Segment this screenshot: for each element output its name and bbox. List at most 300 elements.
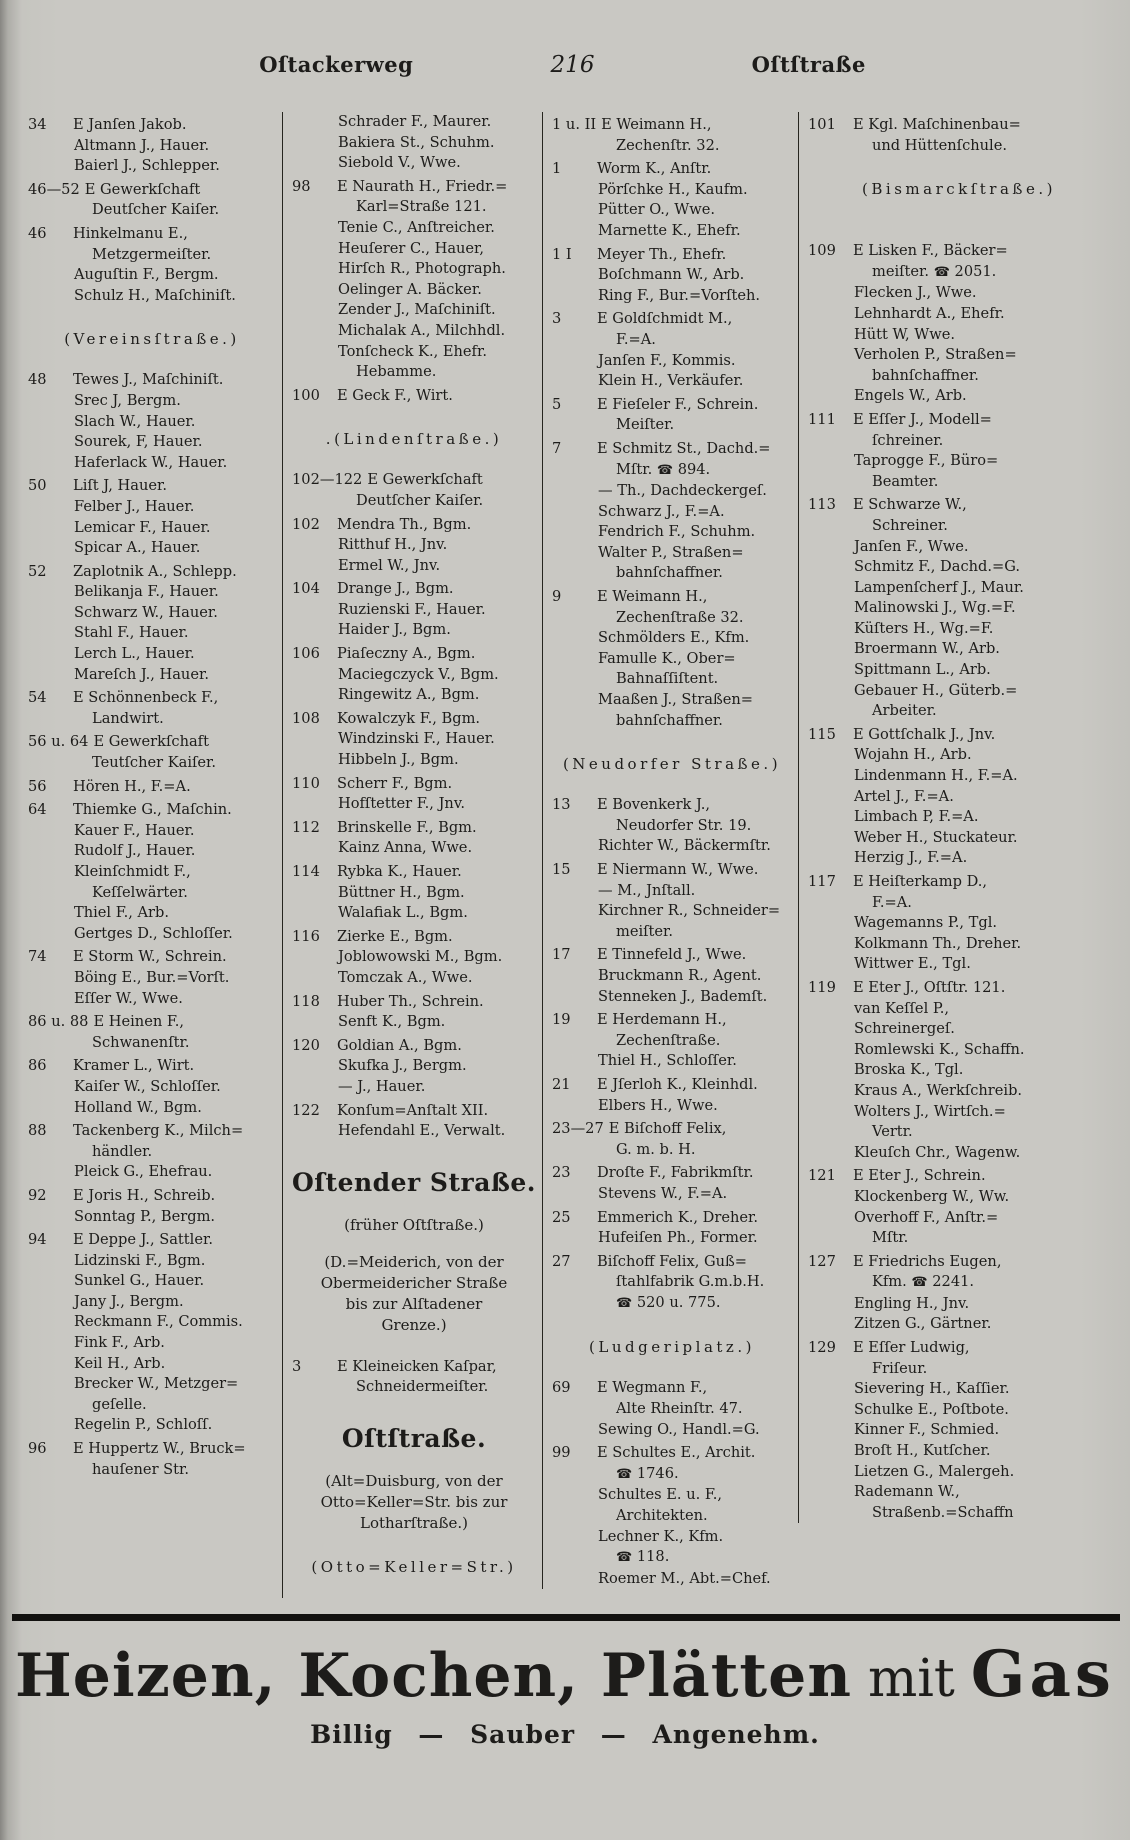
entry-number: 74 — [28, 948, 47, 966]
directory-column — [798, 112, 1116, 1523]
directory-line: Zechenſtraße. — [616, 1031, 721, 1049]
directory-line: Altmann J., Hauer. — [74, 136, 210, 154]
entry-number: 86 — [28, 1057, 47, 1075]
directory-line: Thiel H., Schloſſer. — [598, 1052, 737, 1070]
directory-entry-line: 46 Hinkelmanu E., — [28, 224, 276, 245]
directory-entry-line: 64 Thiemke G., Maſchin. — [28, 800, 276, 821]
entry-number: 19 — [552, 1011, 571, 1029]
directory-entry-line: 118 Huber Th., Schrein. — [292, 992, 536, 1013]
directory-line: Walter P., Straßen= — [598, 543, 744, 561]
ad-main-line — [0, 1637, 1130, 1712]
phone-icon: ☎ — [911, 1275, 928, 1291]
directory-line: Roemer M., Abt.=Chef. — [598, 1569, 771, 1587]
directory-line: Schrader F., Maurer. — [338, 113, 492, 130]
directory-entry-line: 86 Kramer L., Wirt. — [28, 1056, 276, 1077]
directory-line: Kinner F., Schmied. — [854, 1421, 1000, 1439]
directory-line: Hefendahl E., Verwalt. — [338, 1122, 506, 1140]
entry-number: 101 — [808, 116, 836, 133]
directory-line: F.=A. — [872, 893, 912, 911]
directory-line: Landwirt. — [92, 709, 164, 727]
entry-number: 56 — [28, 777, 47, 795]
directory-entry-line: 88 Tackenberg K., Milch= — [28, 1121, 276, 1142]
directory-line: Hofſtetter F., Jnv. — [338, 795, 465, 813]
entry-number: 1 — [552, 160, 562, 178]
directory-line: Ring F., Bur.=Vorſteh. — [598, 286, 761, 304]
directory-line: Keſſelwärter. — [92, 883, 188, 901]
entry-number: 122 — [292, 1101, 320, 1119]
directory-line: Malinowski J., Wg.=F. — [854, 599, 1016, 617]
directory-line: Schultes E. u. F., — [598, 1486, 723, 1504]
directory-line: Karl=Straße 121. — [356, 198, 487, 216]
directory-entry-line: 117 E Heiſterkamp D., — [808, 872, 1110, 893]
gas-advertisement — [0, 1637, 1130, 1749]
header-left-street: Oſtackerweg — [259, 52, 414, 77]
directory-line: Windzinski F., Hauer. — [338, 730, 495, 748]
directory-line: Joblowowski M., Bgm. — [338, 948, 503, 966]
directory-line: und Hüttenſchule. — [872, 136, 1007, 154]
directory-line: Bahnaſſiſtent. — [616, 670, 719, 688]
directory-entry-line: 115 E Gottſchalk J., Jnv. — [808, 725, 1110, 746]
directory-line: Maaßen J., Straßen= — [598, 691, 753, 709]
spacer — [292, 1336, 536, 1354]
directory-line: Zechenſtr. 32. — [616, 136, 720, 154]
directory-line: Marnette K., Ehefr. — [598, 221, 741, 239]
directory-entry-line: 109 E Lisken F., Bäcker= — [808, 241, 1110, 262]
directory-line: Kfm. ☎ 2241. — [872, 1273, 975, 1291]
directory-line: Kirchner R., Schneider= — [598, 902, 781, 920]
directory-line: Limbach P, F.=A. — [854, 808, 979, 826]
ad-text-gas: Gas — [970, 1636, 1115, 1712]
directory-line: Skufka J., Bergm. — [338, 1057, 467, 1075]
phone-icon: ☎ — [616, 1550, 633, 1566]
entry-number: 5 — [552, 395, 562, 413]
directory-line: Regelin P., Schloſſ. — [74, 1416, 213, 1434]
directory-line: Schulz H., Maſchiniſt. — [74, 286, 236, 304]
entry-number: 110 — [292, 774, 320, 792]
directory-line: Schreiner. — [872, 516, 948, 534]
directory-line: Klockenberg W., Ww. — [854, 1187, 1010, 1205]
street-note: (früher Oſtſtraße.) — [344, 1215, 484, 1234]
directory-line: Lechner K., Kfm. — [598, 1527, 724, 1545]
entry-number: 113 — [808, 496, 836, 514]
directory-line: Sewing O., Handl.=G. — [598, 1420, 760, 1438]
entry-number: 23—27 — [552, 1120, 604, 1138]
directory-line: ☎ 118. — [616, 1548, 670, 1566]
entry-number: 102—122 — [292, 471, 363, 489]
directory-line: bahnſchaffner. — [872, 366, 979, 384]
directory-line: Tenie C., Anſtreicher. — [338, 218, 495, 236]
entry-number: 46—52 — [28, 180, 80, 198]
street-note: Obermeidericher Straße — [320, 1273, 508, 1292]
directory-line: Klein H., Verkäufer. — [598, 372, 744, 390]
directory-line: Engels W., Arb. — [854, 387, 967, 405]
directory-entry-line: 114 Rybka K., Hauer. — [292, 862, 536, 883]
directory-line: Sievering H., Kaſſier. — [854, 1380, 1010, 1398]
directory-line: Friſeur. — [872, 1359, 928, 1377]
ad-text-mit: mit — [867, 1648, 955, 1709]
directory-line: Heuſerer C., Hauer, — [338, 239, 485, 257]
directory-line: Bruckmann R., Agent. — [598, 966, 762, 984]
directory-line: Gebauer H., Güterb.= — [854, 681, 1018, 699]
directory-line: Lerch L., Hauer. — [74, 645, 195, 663]
directory-line: Broermann W., Arb. — [854, 640, 1000, 658]
directory-line: Spicar A., Hauer. — [74, 539, 201, 557]
directory-line: Beamter. — [872, 472, 939, 490]
street-ref: .(Lindenſtraße.) — [325, 430, 503, 449]
directory-entry-line: 50 Liſt J, Hauer. — [28, 476, 276, 497]
entry-number: 15 — [552, 861, 571, 878]
directory-entry-line: 7 E Schmitz St., Dachd.= — [552, 439, 792, 460]
directory-line: Brecker W., Metzger= — [74, 1375, 239, 1393]
directory-entry-line: 1 I Meyer Th., Ehefr. — [552, 245, 792, 266]
directory-line: Sunkel G., Hauer. — [74, 1272, 205, 1290]
directory-entry-line: 104 Drange J., Bgm. — [292, 579, 536, 600]
directory-line: Broska K., Tgl. — [854, 1061, 964, 1079]
directory-entry-line: 99 E Schultes E., Archit. — [552, 1443, 792, 1464]
directory-line: Overhoff F., Anſtr.= — [854, 1208, 999, 1226]
entry-number: 21 — [552, 1075, 571, 1093]
directory-line: Holland W., Bgm. — [74, 1098, 202, 1116]
directory-entry-line: 19 E Herdemann H., — [552, 1010, 792, 1031]
directory-entry-line: 102 Mendra Th., Bgm. — [292, 515, 536, 536]
directory-line: Baierl J., Schlepper. — [74, 157, 220, 175]
header-right-street: Oſtſtraße — [751, 52, 866, 77]
directory-line: Ritthuf H., Jnv. — [338, 536, 448, 554]
directory-line: Hütt W, Wwe. — [854, 325, 955, 343]
directory-line: Lindenmann H., F.=A. — [854, 767, 1018, 785]
street-ref: (Otto=Keller=Str.) — [311, 1557, 517, 1576]
entry-number: 99 — [552, 1444, 571, 1462]
directory-line: Straßenb.=Schaffn — [872, 1503, 1014, 1521]
directory-entry-line: 120 Goldian A., Bgm. — [292, 1036, 536, 1057]
directory-line: Mareſch J., Hauer. — [74, 665, 209, 683]
entry-number: 100 — [292, 386, 320, 404]
directory-line: Romlewski K., Schaffn. — [854, 1040, 1025, 1058]
directory-line: Schneidermeiſter. — [356, 1378, 489, 1396]
directory-line: Hufeiſen Ph., Former. — [598, 1229, 758, 1247]
directory-line: Belikanja F., Hauer. — [74, 583, 219, 601]
directory-line: Lehnhardt A., Ehefr. — [854, 304, 1005, 322]
street-ref: (Bismarckſtraße.) — [862, 180, 1056, 199]
directory-entry-line: 54 E Schönnenbeck F., — [28, 688, 276, 709]
directory-line: Kauer F., Hauer. — [74, 821, 195, 839]
directory-line: Gertges D., Schloſſer. — [74, 924, 233, 942]
directory-line: Schmitz F., Dachd.=G. — [854, 558, 1020, 576]
entry-number: 3 — [292, 1357, 302, 1375]
directory-line: Ringewitz A., Bgm. — [338, 686, 480, 704]
directory-line: Mſtr. — [872, 1229, 909, 1247]
directory-entry-line: 46—52 E Gewerkſchaft — [28, 180, 276, 201]
directory-line: Hebamme. — [356, 363, 437, 381]
entry-number: 27 — [552, 1252, 571, 1270]
directory-line: Wolters J., Wirtſch.= — [854, 1102, 1006, 1120]
entry-number: 114 — [292, 863, 320, 880]
directory-line: Deutſcher Kaiſer. — [356, 491, 484, 509]
street-note: (D.=Meiderich, von der — [324, 1252, 504, 1271]
entry-number: 102 — [292, 515, 320, 533]
directory-line: Richter W., Bäckermſtr. — [598, 837, 771, 855]
directory-line: Reckmann F., Commis. — [74, 1313, 243, 1331]
directory-entry-line: 92 E Joris H., Schreib. — [28, 1186, 276, 1207]
entry-number: 94 — [28, 1231, 47, 1249]
directory-line: Alte Rheinſtr. 47. — [616, 1400, 743, 1418]
entry-number: 56 u. 64 — [28, 733, 89, 751]
directory-entry-line: 25 Emmerich K., Dreher. — [552, 1208, 792, 1229]
directory-line: Lampenſcherf J., Maur. — [854, 578, 1024, 596]
directory-line: Felber J., Hauer. — [74, 497, 195, 515]
directory-entry-line: 34 E Janſen Jakob. — [28, 115, 276, 136]
directory-line: Kraus A., Werkſchreib. — [854, 1081, 1023, 1099]
directory-entry-line: 116 Zierke E., Bgm. — [292, 927, 536, 948]
directory-line: Janſen F., Kommis. — [598, 351, 736, 369]
directory-line: G. m. b. H. — [616, 1140, 696, 1158]
directory-line: ☎ 520 u. 775. — [616, 1293, 721, 1311]
entry-number: 108 — [292, 709, 320, 727]
directory-line: Senft K., Bgm. — [338, 1013, 446, 1031]
directory-line: Sourek, F, Hauer. — [74, 433, 203, 451]
entry-number: 129 — [808, 1339, 836, 1357]
directory-entry-line: 106 Piaſeczny A., Bgm. — [292, 644, 536, 665]
entry-number: 104 — [292, 580, 320, 598]
entry-number: 52 — [28, 562, 47, 580]
directory-entry-line: 113 E Schwarze W., — [808, 495, 1110, 516]
directory-entry-line: 98 E Naurath H., Friedr.= — [292, 177, 536, 198]
directory-line: — J., Hauer. — [338, 1077, 426, 1095]
entry-number: 25 — [552, 1208, 571, 1226]
entry-number: 1 I — [552, 245, 572, 263]
entry-number: 120 — [292, 1036, 320, 1054]
directory-line: bahnſchaffner. — [616, 564, 723, 582]
entry-number: 116 — [292, 927, 320, 945]
header-page-number: 216 — [550, 52, 595, 78]
directory-line: F.=A. — [616, 330, 656, 348]
phone-icon: ☎ — [616, 1466, 633, 1482]
directory-entry-line: 23—27 E Biſchoff Felix, — [552, 1119, 792, 1140]
directory-line: Mſtr. ☎ 894. — [616, 460, 711, 478]
footer-rule — [12, 1614, 1120, 1621]
directory-line: Verholen P., Straßen= — [854, 346, 1017, 364]
directory-line: geſelle. — [92, 1395, 147, 1413]
directory-line: Schmölders E., Kfm. — [598, 629, 750, 647]
directory-entry-line: 102—122 E Gewerkſchaft — [292, 470, 536, 491]
directory-entry-line: 100 E Geck F., Wirt. — [292, 386, 536, 407]
entry-number: 50 — [28, 477, 47, 495]
directory-line: Flecken J., Wwe. — [854, 284, 977, 302]
directory-entry-line: 17 E Tinnefeld J., Wwe. — [552, 945, 792, 966]
directory-line: Zitzen G., Gärtner. — [854, 1315, 992, 1333]
directory-line: Srec J, Bergm. — [74, 391, 181, 409]
directory-line: — M., Jnſtall. — [598, 881, 696, 899]
ad-subline: Billig — Sauber — Angenehm. — [310, 1719, 820, 1749]
directory-line: Schreinergeſ. — [854, 1020, 955, 1038]
directory-line: Herzig J., F.=A. — [854, 849, 968, 867]
entry-number: 109 — [808, 242, 836, 260]
directory-entry-line: 1 u. II E Weimann H., — [552, 115, 792, 136]
directory-line: Sonntag P., Bergm. — [74, 1207, 216, 1225]
directory-entry-line: 101 E Kgl. Maſchinenbau= — [808, 115, 1110, 136]
directory-line: Broſt H., Kutſcher. — [854, 1442, 991, 1460]
entry-number: 1 u. II — [552, 116, 597, 133]
directory-entry-line: 21 E Jſerloh K., Kleinhdl. — [552, 1075, 792, 1096]
directory-line: Teutſcher Kaiſer. — [92, 754, 217, 772]
directory-entry-line: 52 Zaplotnik A., Schlepp. — [28, 562, 276, 583]
directory-line: Vertr. — [872, 1123, 913, 1141]
directory-entry-line: 5 E Fieſeler F., Schrein. — [552, 395, 792, 416]
directory-line: Pleick G., Ehefrau. — [74, 1163, 213, 1181]
directory-line: Auguſtin F., Bergm. — [74, 266, 219, 284]
directory-entry-line: 122 Konſum=Anſtalt XII. — [292, 1101, 536, 1122]
directory-line: Kolkmann Th., Dreher. — [854, 934, 1022, 952]
entry-number: 112 — [292, 818, 320, 836]
directory-line: Engling H., Jnv. — [854, 1294, 970, 1312]
directory-entry-line: 127 E Friedrichs Eugen, — [808, 1252, 1110, 1273]
directory-line: Metzgermeiſter. — [92, 245, 212, 263]
entry-number: 34 — [28, 116, 47, 133]
directory-line: Arbeiter. — [872, 702, 937, 720]
directory-line: Walafiak L., Bgm. — [338, 904, 468, 922]
directory-line: Tomczak A., Wwe. — [338, 968, 473, 986]
directory-entry-line: 129 E Eſſer Ludwig, — [808, 1338, 1110, 1359]
directory-entry-line: 94 E Deppe J., Sattler. — [28, 1230, 276, 1251]
entry-number: 118 — [292, 992, 320, 1010]
entry-number: 17 — [552, 946, 571, 964]
entry-number: 106 — [292, 645, 320, 663]
directory-entry-line: 23 Droſte F., Fabrikmſtr. — [552, 1163, 792, 1184]
directory-line: Schwanenſtr. — [92, 1033, 190, 1051]
street-heading: Oſtſtraße. — [341, 1423, 487, 1453]
directory-entry-line: 56 u. 64 E Gewerkſchaft — [28, 732, 276, 753]
directory-line: Fink F., Arb. — [74, 1334, 165, 1352]
directory-line: Thiel F., Arb. — [74, 904, 170, 922]
directory-line: Bakiera St., Schuhm. — [338, 133, 495, 151]
directory-line: Büttner H., Bgm. — [338, 883, 465, 901]
directory-line: Haider J., Bgm. — [338, 621, 451, 639]
entry-number: 98 — [292, 177, 311, 195]
directory-entry-line: 112 Brinskelle F., Bgm. — [292, 818, 536, 839]
directory-line: Küſters H., Wg.=F. — [854, 619, 994, 637]
directory-line: Stevens W., F.=A. — [598, 1184, 728, 1202]
street-ref: (Neudorfer Straße.) — [562, 755, 782, 774]
directory-entry-line: 108 Kowalczyk F., Bgm. — [292, 709, 536, 730]
directory-line: Keil H., Arb. — [74, 1354, 166, 1372]
directory-line: Lietzen G., Malergeh. — [854, 1462, 1015, 1480]
directory-line: ☎ 1746. — [616, 1464, 679, 1482]
spacer — [808, 220, 1110, 238]
entry-number: 127 — [808, 1252, 836, 1270]
directory-line: händler. — [92, 1142, 153, 1160]
directory-line: — Th., Dachdeckergeſ. — [598, 482, 767, 500]
directory-line: Famulle K., Ober= — [598, 649, 736, 667]
directory-line: Artel J., F.=A. — [854, 787, 954, 805]
directory-line: Spittmann L., Arb. — [854, 661, 991, 679]
directory-line: Taprogge F., Büro= — [854, 452, 999, 470]
directory-entry-line: 3 E Kleineicken Kaſpar, — [292, 1357, 536, 1378]
entry-number: 3 — [552, 310, 562, 328]
directory-line: Michalak A., Milchhdl. — [338, 321, 506, 339]
directory-line: Wagemanns P., Tgl. — [854, 914, 998, 932]
directory-entry-line: 27 Biſchoff Felix, Guß= — [552, 1252, 792, 1273]
street-heading: Oſtender Straße. — [292, 1167, 536, 1197]
entry-number: 88 — [28, 1122, 47, 1140]
directory-entry-line: 13 E Bovenkerk J., — [552, 795, 792, 816]
directory-columns — [0, 78, 1130, 1598]
directory-line: Schulke E., Poſtbote. — [854, 1400, 1009, 1418]
entry-number: 96 — [28, 1440, 47, 1458]
directory-line: Schwarz J., F.=A. — [598, 502, 725, 520]
directory-line: Maciegczyck V., Bgm. — [338, 665, 499, 683]
directory-line: Kleuſch Chr., Wagenw. — [854, 1143, 1021, 1161]
directory-line: hauſener Str. — [92, 1460, 190, 1478]
directory-entry-line: 15 E Niermann W., Wwe. — [552, 860, 792, 881]
directory-line: Neudorfer Str. 19. — [616, 816, 752, 834]
directory-entry-line: 56 Hören H., F.=A. — [28, 777, 276, 798]
directory-line: Stenneken J., Bademſt. — [598, 987, 768, 1005]
directory-column — [282, 112, 542, 1598]
directory-line: Haferlack W., Hauer. — [74, 453, 228, 471]
directory-line: meiſter. ☎ 2051. — [872, 262, 997, 280]
directory-line: Lemicar F., Hauer. — [74, 518, 211, 536]
directory-entry-line: 111 E Eſſer J., Modell= — [808, 410, 1110, 431]
directory-line: meiſter. — [616, 922, 674, 940]
directory-line: Architekten. — [616, 1507, 708, 1525]
street-note: Lotharſtraße.) — [359, 1513, 468, 1532]
directory-line: Hirſch R., Photograph. — [338, 260, 506, 278]
directory-line: ſtahlfabrik G.m.b.H. — [616, 1273, 765, 1291]
entry-number: 86 u. 88 — [28, 1013, 89, 1031]
entry-number: 115 — [808, 725, 836, 743]
ad-text-bold: Heizen, Kochen, Plätten — [15, 1640, 852, 1711]
directory-line: Slach W., Hauer. — [74, 412, 196, 430]
directory-entry-line: 48 Tewes J., Maſchiniſt. — [28, 370, 276, 391]
entry-number: 9 — [552, 588, 562, 606]
street-ref: (Vereinsſtraße.) — [64, 330, 240, 349]
directory-line: Kleinſchmidt F., — [74, 863, 191, 880]
entry-number: 121 — [808, 1167, 836, 1185]
street-note: Grenze.) — [381, 1315, 447, 1334]
directory-entry-line: 69 E Wegmann F., — [552, 1378, 792, 1399]
directory-entry-line: 96 E Huppertz W., Bruck= — [28, 1439, 276, 1460]
entry-number: 46 — [28, 224, 47, 242]
directory-line: Weber H., Stuckateur. — [854, 828, 1018, 846]
street-ref: (Ludgeriplatz.) — [589, 1338, 755, 1357]
directory-entry-line: 86 u. 88 E Heinen F., — [28, 1012, 276, 1033]
directory-line: Stahl F., Hauer. — [74, 624, 189, 642]
directory-line: Zender J., Maſchiniſt. — [338, 301, 496, 319]
directory-line: Rademann W., — [854, 1483, 960, 1501]
phone-icon: ☎ — [933, 264, 950, 280]
directory-line: Hibbeln J., Bgm. — [338, 751, 459, 769]
directory-line: Ermel W., Jnv. — [338, 556, 441, 574]
directory-line: Meiſter. — [616, 416, 675, 434]
directory-line: bahnſchaffner. — [616, 711, 723, 729]
directory-line: Zechenſtraße 32. — [616, 608, 744, 626]
directory-entry-line: 3 E Goldſchmidt M., — [552, 309, 792, 330]
directory-entry-line: 1 Worm K., Anſtr. — [552, 159, 792, 180]
entry-number: 117 — [808, 873, 836, 890]
directory-line: Eſſer W., Wwe. — [74, 989, 183, 1007]
street-note: Otto=Keller=Str. bis zur — [320, 1492, 508, 1511]
entry-number: 23 — [552, 1164, 571, 1182]
directory-entry-line: 9 E Weimann H., — [552, 587, 792, 608]
directory-entry-line: 121 E Eter J., Schrein. — [808, 1166, 1110, 1187]
directory-line: Rudolf J., Hauer. — [74, 842, 196, 860]
directory-line: Jany J., Bergm. — [74, 1292, 184, 1310]
entry-number: 111 — [808, 410, 836, 428]
directory-line: Lidzinski F., Bgm. — [74, 1251, 206, 1269]
directory-line: Siebold V., Wwe. — [338, 154, 461, 172]
directory-column — [542, 112, 798, 1589]
directory-line: Oelinger A. Bäcker. — [338, 280, 482, 298]
